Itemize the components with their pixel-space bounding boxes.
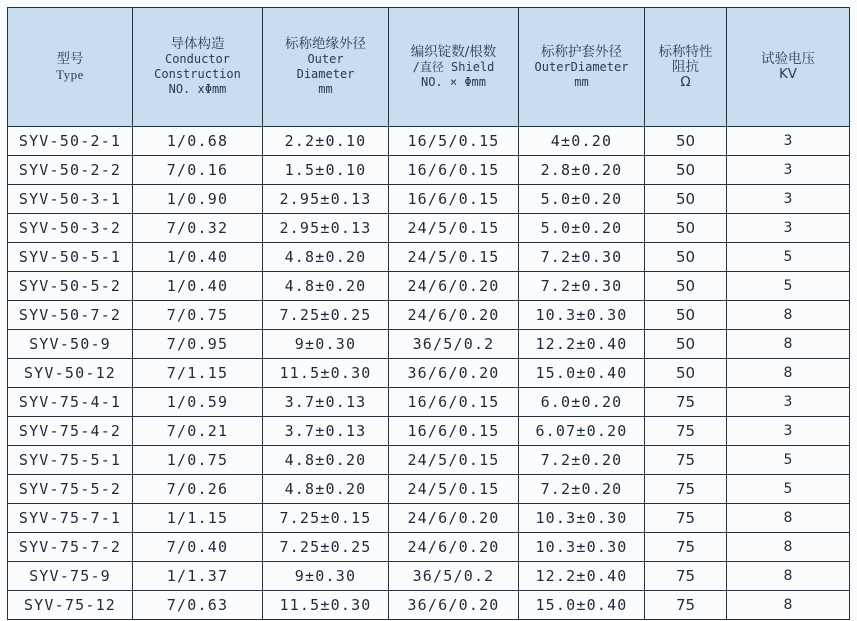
cable-spec-table (7, 7, 850, 620)
cell-voltage: 3 (727, 185, 850, 214)
cell-impedance: 75 (645, 417, 727, 446)
cell-shield: 24/6/0.20 (389, 272, 519, 301)
header-type-cn: 型号 (56, 51, 84, 67)
cell-shield: 24/6/0.20 (389, 533, 519, 562)
cell-conductor: 1/0.90 (133, 185, 263, 214)
cell-insulation: 7.25±0.25 (263, 533, 389, 562)
table-row (8, 533, 850, 562)
cell-shield: 36/6/0.20 (389, 359, 519, 388)
header-conductor-cn: 导体构造 (170, 36, 225, 52)
cell-impedance: 50 (645, 330, 727, 359)
cell-shield: 24/5/0.15 (389, 446, 519, 475)
cell-impedance: 50 (645, 127, 727, 156)
header-insulation-en1: Outer (307, 52, 344, 66)
cell-shield: 24/5/0.15 (389, 214, 519, 243)
cell-impedance: 50 (645, 185, 727, 214)
cell-shield: 24/5/0.15 (389, 475, 519, 504)
header-voltage-cn: 试验电压 (761, 51, 815, 67)
cell-insulation: 4.8±0.20 (263, 272, 389, 301)
header-shield (389, 8, 519, 127)
cell-jacket: 12.2±0.40 (519, 330, 645, 359)
header-type (8, 8, 133, 127)
cell-jacket: 10.3±0.30 (519, 533, 645, 562)
cell-conductor: 1/0.75 (133, 446, 263, 475)
cell-shield: 24/6/0.20 (389, 301, 519, 330)
cell-insulation: 4.8±0.20 (263, 243, 389, 272)
header-insulation-cn: 标称绝缘外径 (285, 36, 366, 52)
cell-type: SYV-50-3-1 (8, 185, 133, 214)
cell-shield: 36/6/0.20 (389, 591, 519, 620)
cell-insulation: 9±0.30 (263, 330, 389, 359)
cell-jacket: 7.2±0.20 (519, 446, 645, 475)
header-jacket-cn: 标称护套外径 (541, 43, 622, 60)
table-row (8, 388, 850, 417)
cell-type: SYV-50-2-2 (8, 156, 133, 185)
cell-jacket: 7.2±0.30 (519, 243, 645, 272)
table-row (8, 504, 850, 533)
cell-voltage: 8 (727, 562, 850, 591)
cell-voltage: 3 (727, 388, 850, 417)
table-row (8, 417, 850, 446)
header-voltage (727, 8, 850, 127)
header-impedance (645, 8, 727, 127)
cell-conductor: 1/0.40 (133, 243, 263, 272)
table-row (8, 127, 850, 156)
header-voltage-en: KV (778, 66, 798, 82)
cell-conductor: 7/0.21 (133, 417, 263, 446)
cell-conductor: 1/1.37 (133, 562, 263, 591)
header-conductor (133, 8, 263, 127)
cell-type: SYV-50-7-2 (8, 301, 133, 330)
cell-shield: 36/5/0.2 (389, 562, 519, 591)
cell-shield: 24/5/0.15 (389, 243, 519, 272)
header-insulation-en3: mm (318, 82, 333, 96)
table-row (8, 185, 850, 214)
cell-voltage: 5 (727, 475, 850, 504)
cell-jacket: 5.0±0.20 (519, 214, 645, 243)
cell-impedance: 50 (645, 156, 727, 185)
cell-jacket: 7.2±0.30 (519, 272, 645, 301)
table-header (8, 8, 850, 127)
cell-voltage: 8 (727, 533, 850, 562)
header-row (8, 8, 850, 127)
cell-impedance: 75 (645, 446, 727, 475)
cell-insulation: 2.95±0.13 (263, 185, 389, 214)
cell-voltage: 8 (727, 591, 850, 620)
header-conductor-en3: NO. xΦmm (168, 82, 227, 96)
cell-shield: 16/6/0.15 (389, 417, 519, 446)
table-row (8, 359, 850, 388)
table-row (8, 243, 850, 272)
cell-voltage: 3 (727, 417, 850, 446)
cell-impedance: 75 (645, 562, 727, 591)
cell-jacket: 7.2±0.20 (519, 475, 645, 504)
cell-voltage: 8 (727, 330, 850, 359)
header-jacket-en1: OuterDiameter (534, 59, 629, 74)
cell-conductor: 1/0.59 (133, 388, 263, 417)
cell-type: SYV-50-2-1 (8, 127, 133, 156)
cell-conductor: 7/0.40 (133, 533, 263, 562)
header-shield-en2: NO. × Φmm (420, 74, 487, 89)
cell-jacket: 15.0±0.40 (519, 359, 645, 388)
cell-impedance: 50 (645, 272, 727, 301)
cell-voltage: 3 (727, 156, 850, 185)
cell-shield: 16/6/0.15 (389, 156, 519, 185)
cell-insulation: 4.8±0.20 (263, 446, 389, 475)
cell-insulation: 1.5±0.10 (263, 156, 389, 185)
cell-voltage: 8 (727, 504, 850, 533)
table-body (8, 127, 850, 620)
cell-shield: 16/5/0.15 (389, 127, 519, 156)
cell-jacket: 12.2±0.40 (519, 562, 645, 591)
table-row (8, 330, 850, 359)
cell-type: SYV-50-5-2 (8, 272, 133, 301)
header-type-en: Type (56, 67, 84, 82)
cell-jacket: 10.3±0.30 (519, 504, 645, 533)
cell-voltage: 3 (727, 214, 850, 243)
header-conductor-en1: Conductor (164, 52, 231, 66)
cell-impedance: 50 (645, 301, 727, 330)
cell-impedance: 75 (645, 475, 727, 504)
cell-shield: 16/6/0.15 (389, 185, 519, 214)
cell-type: SYV-50-9 (8, 330, 133, 359)
cell-type: SYV-50-3-2 (8, 214, 133, 243)
cell-type: SYV-75-7-1 (8, 504, 133, 533)
cell-jacket: 15.0±0.40 (519, 591, 645, 620)
cell-type: SYV-75-7-2 (8, 533, 133, 562)
header-shield-en1: /直径 Shield (412, 59, 495, 74)
cell-impedance: 75 (645, 533, 727, 562)
header-insulation (263, 8, 389, 127)
cell-shield: 36/5/0.2 (389, 330, 519, 359)
cell-jacket: 6.07±0.20 (519, 417, 645, 446)
table-row (8, 475, 850, 504)
cell-conductor: 7/0.32 (133, 214, 263, 243)
cell-conductor: 7/0.75 (133, 301, 263, 330)
cell-insulation: 7.25±0.25 (263, 301, 389, 330)
cell-insulation: 3.7±0.13 (263, 388, 389, 417)
cell-conductor: 7/0.63 (133, 591, 263, 620)
cell-impedance: 75 (645, 388, 727, 417)
cell-type: SYV-75-5-1 (8, 446, 133, 475)
cell-conductor: 1/0.40 (133, 272, 263, 301)
cell-impedance: 50 (645, 214, 727, 243)
cell-shield: 16/6/0.15 (389, 388, 519, 417)
cell-type: SYV-50-12 (8, 359, 133, 388)
cell-voltage: 5 (727, 446, 850, 475)
cell-voltage: 8 (727, 301, 850, 330)
table-row (8, 446, 850, 475)
table-row (8, 156, 850, 185)
cell-conductor: 1/1.15 (133, 504, 263, 533)
cell-jacket: 6.0±0.20 (519, 388, 645, 417)
header-impedance-cn1: 标称特性 (658, 43, 713, 60)
cell-insulation: 7.25±0.15 (263, 504, 389, 533)
table-row (8, 214, 850, 243)
cell-conductor: 7/1.15 (133, 359, 263, 388)
cell-type: SYV-50-5-1 (8, 243, 133, 272)
header-insulation-en2: Diameter (296, 67, 355, 81)
header-jacket (519, 8, 645, 127)
header-conductor-en2: Construction (154, 67, 241, 81)
cell-type: SYV-75-5-2 (8, 475, 133, 504)
cell-voltage: 8 (727, 359, 850, 388)
cell-insulation: 11.5±0.30 (263, 359, 389, 388)
table-row (8, 301, 850, 330)
cell-type: SYV-75-12 (8, 591, 133, 620)
table-row (8, 591, 850, 620)
cell-jacket: 4±0.20 (519, 127, 645, 156)
cell-conductor: 1/0.68 (133, 127, 263, 156)
cell-impedance: 50 (645, 243, 727, 272)
header-impedance-en: Ω (680, 73, 691, 90)
cell-voltage: 5 (727, 272, 850, 301)
header-jacket-en2: mm (574, 74, 589, 89)
cell-insulation: 4.8±0.20 (263, 475, 389, 504)
cell-impedance: 50 (645, 359, 727, 388)
cell-insulation: 3.7±0.13 (263, 417, 389, 446)
cell-insulation: 11.5±0.30 (263, 591, 389, 620)
cell-voltage: 5 (727, 243, 850, 272)
table-row (8, 562, 850, 591)
cell-jacket: 10.3±0.30 (519, 301, 645, 330)
cell-type: SYV-75-9 (8, 562, 133, 591)
cell-insulation: 9±0.30 (263, 562, 389, 591)
cell-impedance: 75 (645, 591, 727, 620)
table-row (8, 272, 850, 301)
cell-impedance: 75 (645, 504, 727, 533)
header-shield-cn: 编织锭数/根数 (410, 43, 497, 60)
cell-jacket: 5.0±0.20 (519, 185, 645, 214)
cell-conductor: 7/0.16 (133, 156, 263, 185)
cell-insulation: 2.2±0.10 (263, 127, 389, 156)
cell-shield: 24/6/0.20 (389, 504, 519, 533)
cell-conductor: 7/0.26 (133, 475, 263, 504)
header-impedance-cn2: 阻抗 (672, 58, 699, 75)
cell-type: SYV-75-4-2 (8, 417, 133, 446)
cell-insulation: 2.95±0.13 (263, 214, 389, 243)
cell-type: SYV-75-4-1 (8, 388, 133, 417)
cell-conductor: 7/0.95 (133, 330, 263, 359)
cell-voltage: 3 (727, 127, 850, 156)
cell-jacket: 2.8±0.20 (519, 156, 645, 185)
